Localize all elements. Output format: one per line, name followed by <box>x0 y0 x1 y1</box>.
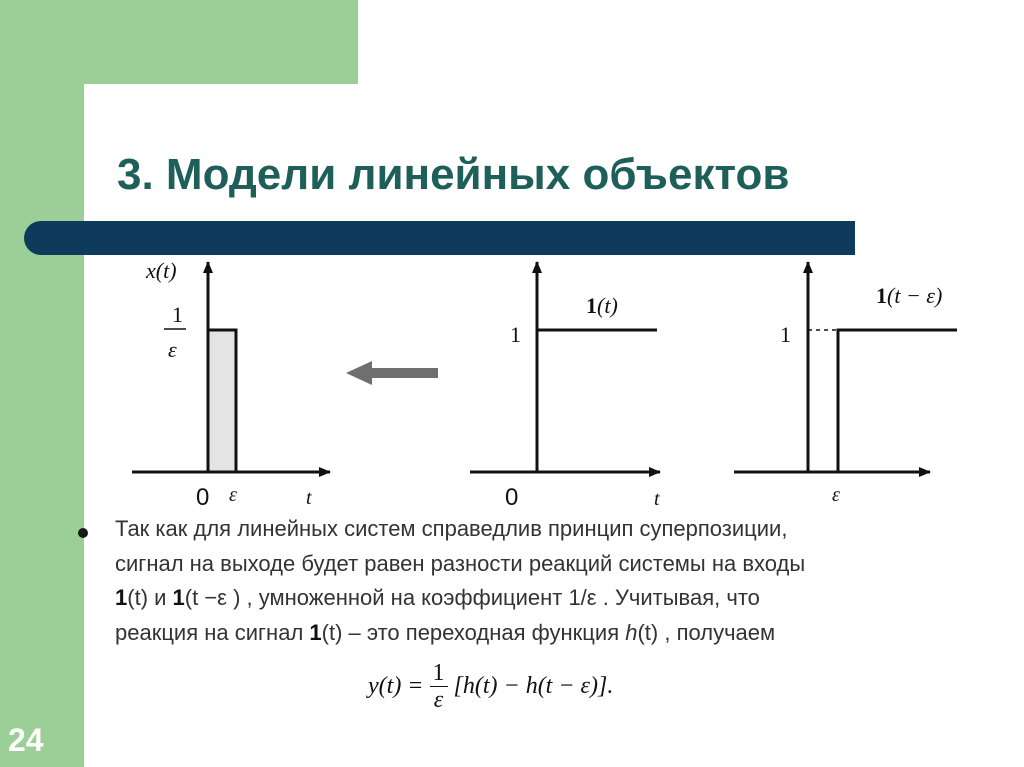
left-arrow-icon <box>346 361 438 385</box>
body-line-2: сигнал на выходе будет равен разности реакций системы на входы <box>115 550 806 576</box>
shifted-eps-label: ε <box>832 484 840 506</box>
shifted-curve-label: 1(t − ε) <box>876 283 943 308</box>
step-diagram <box>470 262 660 511</box>
step-origin-label: 0 <box>505 484 519 511</box>
body-paragraph <box>115 512 1015 650</box>
pulse-height-den: ε <box>168 337 177 362</box>
pulse-t-label: t <box>306 487 312 509</box>
formula-lhs: y(t) = <box>368 672 424 699</box>
body-line-3: 1(t) и 1(t −ε ) , умноженной на коэффициент 1/ε . Учитывая, что <box>115 585 760 610</box>
shifted-step-diagram <box>734 262 957 506</box>
shifted-level-label: 1 <box>780 322 791 347</box>
step-t-label: t <box>654 488 660 510</box>
pulse-height-num: 1 <box>172 302 183 327</box>
step-curve-label: 1(t) <box>586 293 618 318</box>
page-number: 24 <box>8 722 44 758</box>
formula-denominator: ε <box>433 686 444 713</box>
formula-fraction <box>430 660 448 713</box>
body-line-4: реакция на сигнал 1(t) – это переходная функция h(t) , получаем <box>115 619 776 645</box>
pulse-origin-label: 0 <box>196 484 210 511</box>
slide-title: 3. Модели линейных объектов <box>117 150 790 199</box>
shifted-step-curve <box>808 330 957 472</box>
pulse-fill <box>208 330 236 472</box>
body-line-1: Так как для линейных систем справедлив принцип суперпозиции, <box>115 516 788 541</box>
formula-rhs: [h(t) − h(t − ε)]. <box>453 672 614 699</box>
pulse-y-label: x(t) <box>146 258 177 283</box>
pulse-diagram <box>132 258 330 511</box>
formula-numerator: 1 <box>430 660 448 687</box>
step-level-label: 1 <box>510 322 521 347</box>
pulse-eps-label: ε <box>229 484 237 506</box>
bullet-dot <box>78 528 88 538</box>
formula <box>368 656 613 716</box>
